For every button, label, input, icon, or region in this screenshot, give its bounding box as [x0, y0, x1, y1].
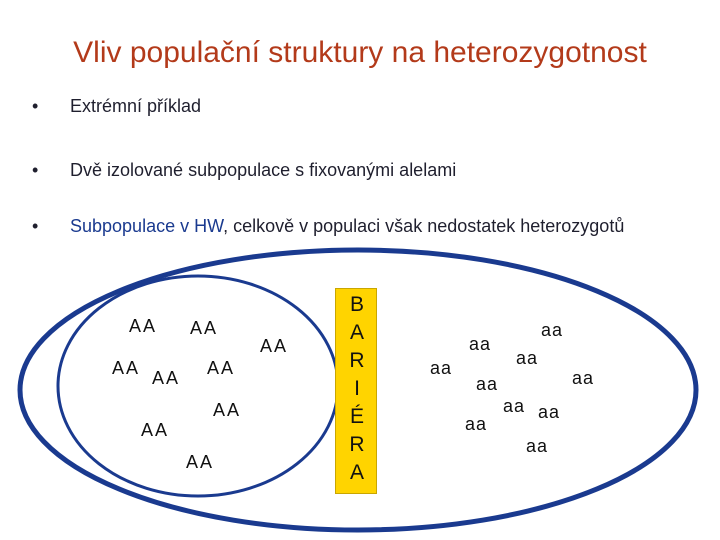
genotype-AA: AA — [112, 358, 141, 378]
genotype-AA: AA — [260, 336, 289, 356]
genotype-AA: AA — [152, 368, 181, 388]
barrier — [335, 288, 377, 494]
genotype-aa: aa — [465, 414, 488, 434]
genotype-aa: aa — [538, 402, 561, 422]
genotype-AA: AA — [207, 358, 236, 378]
barrier-letter: A — [349, 321, 364, 344]
bullet-text-hw: Subpopulace v HW — [70, 216, 224, 236]
genotype-AA: AA — [190, 318, 219, 338]
genotype-aa: aa — [541, 320, 564, 340]
genotype-aa: aa — [516, 348, 539, 368]
genotype-AA: AA — [186, 452, 215, 472]
genotype-AA: AA — [129, 316, 158, 336]
barrier-letter: I — [354, 377, 360, 400]
genotype-aa: aa — [526, 436, 549, 456]
genotype-aa: aa — [572, 368, 595, 388]
bullet-text: Extrémní příklad — [70, 96, 202, 116]
bullet-text-rest: , celkově v populaci však nedostatek heterozygotů — [223, 216, 625, 236]
genotype-AA: AA — [213, 400, 242, 420]
genotype-aa: aa — [430, 358, 453, 378]
genotype-AA: AA — [141, 420, 170, 440]
barrier-letter: R — [349, 349, 365, 372]
genotype-aa: aa — [469, 334, 492, 354]
barrier-letter: A — [349, 461, 364, 484]
bullet-marker: • — [32, 216, 39, 236]
bullet-text: Dvě izolované subpopulace s fixovanými alelami — [70, 160, 457, 180]
slide-title: Vliv populační struktury na heterozygotnost — [73, 36, 647, 69]
genotype-aa: aa — [503, 396, 526, 416]
bullet-marker: • — [32, 160, 39, 180]
barrier-letter: B — [349, 293, 364, 316]
barrier-letter: É — [349, 405, 364, 428]
bullet-marker: • — [32, 96, 39, 116]
genotype-aa: aa — [476, 374, 499, 394]
barrier-letter: R — [349, 433, 365, 456]
